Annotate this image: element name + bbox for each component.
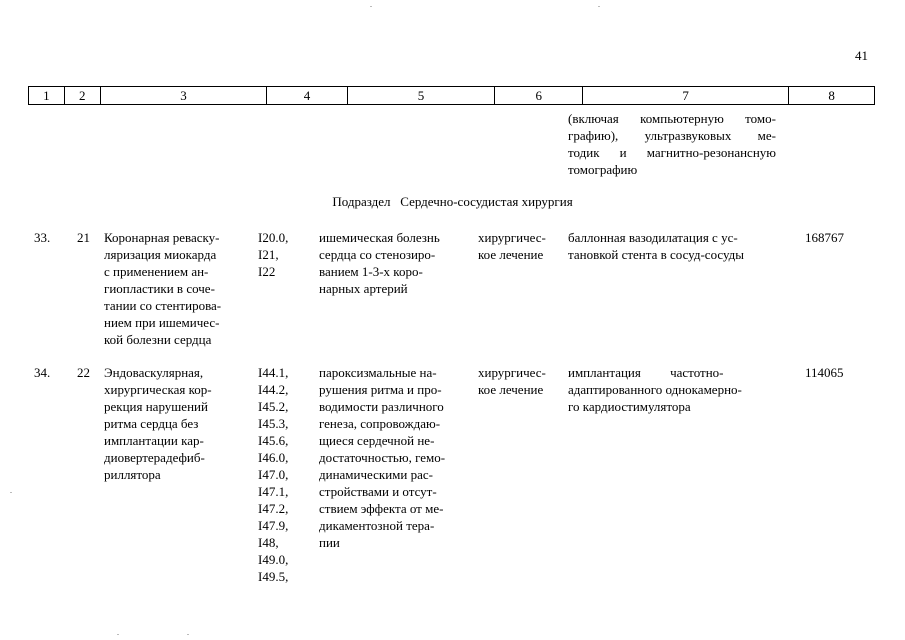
row-name xyxy=(104,364,244,483)
name-line: риллятора xyxy=(104,467,161,482)
name-line: ляризация миокарда xyxy=(104,247,217,262)
table-header xyxy=(28,86,875,105)
row-method xyxy=(568,229,778,263)
row-cost: 168767 xyxy=(805,230,844,245)
code-line: I45.3, xyxy=(258,416,289,431)
continuation-method xyxy=(568,110,776,178)
method-line: го кардиостимулятора xyxy=(568,399,691,414)
name-line: тании со стентирова- xyxy=(104,298,222,313)
name-line: рекция нарушений xyxy=(104,399,208,414)
code-line: I48, xyxy=(258,535,279,550)
name-line: нием при ишемичес- xyxy=(104,315,220,330)
treatment-line: кое лечение xyxy=(478,382,544,397)
row-codes xyxy=(258,229,288,280)
code-line: I47.0, xyxy=(258,467,289,482)
row-model xyxy=(319,229,466,297)
model-line: ванием 1-3-х коро- xyxy=(319,264,423,279)
continuation-line: тодик и магнитно-резонансную xyxy=(568,145,776,160)
model-line: пароксизмальные на- xyxy=(319,365,437,380)
header-col-4: 4 xyxy=(267,87,347,104)
header-col-8: 8 xyxy=(828,88,835,103)
model-line: щиеся сердечной не- xyxy=(319,433,435,448)
model-line: нарных артерий xyxy=(319,281,408,296)
row-codes xyxy=(258,364,288,585)
code-line: I49.5, xyxy=(258,569,289,584)
method-line: адаптированного однокамерно- xyxy=(568,382,742,397)
header-col-7: 7 xyxy=(583,87,789,104)
header-col-6: 6 xyxy=(495,87,583,104)
code-line: I44.2, xyxy=(258,382,289,397)
model-line: достаточностью, гемо- xyxy=(319,450,446,465)
header-col-1: 1 xyxy=(29,87,65,104)
header-col-5: 5 xyxy=(348,87,496,104)
row-number: 34. xyxy=(34,365,51,380)
scan-speck xyxy=(598,6,600,7)
row-model xyxy=(319,364,466,551)
model-line: сердца со стенозиро- xyxy=(319,247,436,262)
model-line: динамическими рас- xyxy=(319,467,433,482)
row-cost: 114065 xyxy=(805,365,844,380)
code-line: I46.0, xyxy=(258,450,289,465)
method-line: баллонная вазодилатация с ус- xyxy=(568,230,738,245)
model-line: генеза, сопровождаю- xyxy=(319,416,441,431)
code-line: I21, xyxy=(258,247,279,262)
model-line: пии xyxy=(319,535,340,550)
row-treatment xyxy=(478,364,546,398)
row-group: 21 xyxy=(77,230,90,245)
code-line: I45.2, xyxy=(258,399,289,414)
row-treatment xyxy=(478,229,546,263)
method-line: тановкой стента в сосуд-сосуды xyxy=(568,247,745,262)
continuation-line: томографию xyxy=(568,162,638,177)
code-line: I47.2, xyxy=(258,501,289,516)
scan-speck xyxy=(370,6,372,7)
row-method xyxy=(568,364,778,415)
name-line: кой болезни сердца xyxy=(104,332,212,347)
header-col-3: 3 xyxy=(101,87,268,104)
section-title: Подраздел Сердечно-сосудистая хирургия xyxy=(332,194,573,209)
model-line: стройствами и отсут- xyxy=(319,484,437,499)
continuation-line: (включая компьютерную томо- xyxy=(568,111,776,126)
scan-speck xyxy=(187,634,189,635)
row-name xyxy=(104,229,244,348)
scan-speck xyxy=(10,492,12,493)
code-line: I44.1, xyxy=(258,365,289,380)
treatment-line: кое лечение xyxy=(478,247,544,262)
model-line: водимости различного xyxy=(319,399,444,414)
scan-speck xyxy=(117,634,119,635)
treatment-line: хирургичес- xyxy=(478,365,546,380)
name-line: диовертерадефиб- xyxy=(104,450,205,465)
method-line: имплантация частотно- xyxy=(568,365,724,380)
row-group: 22 xyxy=(77,365,90,380)
code-line: I49.0, xyxy=(258,552,289,567)
code-line: I22 xyxy=(258,264,276,279)
name-line: хирургическая кор- xyxy=(104,382,212,397)
page-number: 41 xyxy=(855,48,868,63)
row-number: 33. xyxy=(34,230,51,245)
code-line: I20.0, xyxy=(258,230,289,245)
name-line: с применением ан- xyxy=(104,264,209,279)
code-line: I45.6, xyxy=(258,433,289,448)
code-line: I47.1, xyxy=(258,484,289,499)
name-line: Коронарная реваску- xyxy=(104,230,220,245)
name-line: Эндоваскулярная, xyxy=(104,365,204,380)
name-line: гиопластики в соче- xyxy=(104,281,215,296)
model-line: рушения ритма и про- xyxy=(319,382,442,397)
continuation-line: графию), ультразвуковых ме- xyxy=(568,128,776,143)
model-line: ствием эффекта от ме- xyxy=(319,501,444,516)
header-col-2: 2 xyxy=(65,87,101,104)
model-line: ишемическая болезнь xyxy=(319,230,440,245)
name-line: ритма сердца без xyxy=(104,416,199,431)
code-line: I47.9, xyxy=(258,518,289,533)
model-line: дикаментозной тера- xyxy=(319,518,435,533)
name-line: имплантации кар- xyxy=(104,433,204,448)
treatment-line: хирургичес- xyxy=(478,230,546,245)
